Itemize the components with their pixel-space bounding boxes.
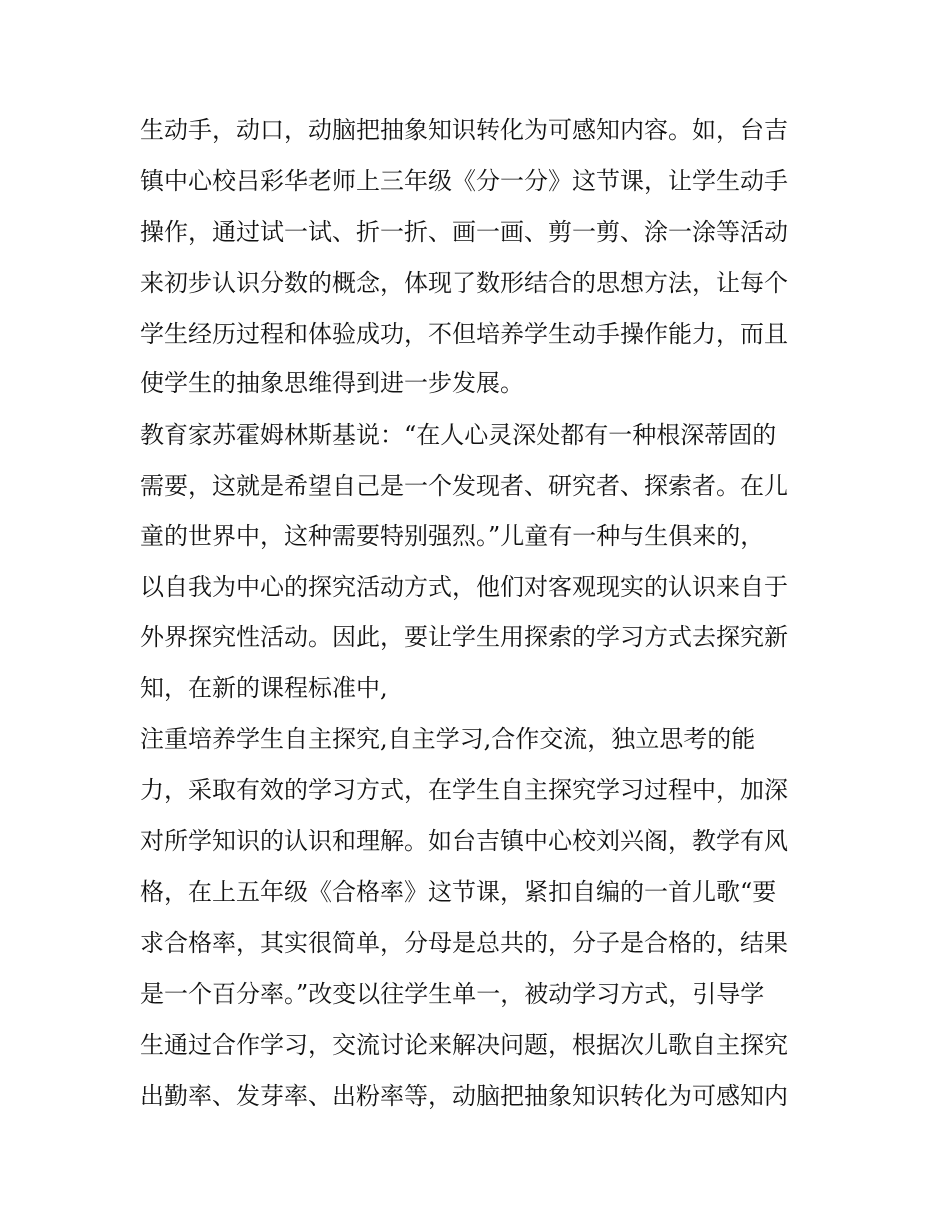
text-line: 童的世界中，这种需要特别强烈。”儿童有一种与生俱来的， — [140, 522, 765, 550]
text-line: 学生经历过程和体验成功，不但培养学生动手操作能力，而且 — [140, 320, 788, 348]
text-line: 注重培养学生自主探究,自主学习,合作交流，独立思考的能 — [140, 725, 756, 753]
text-line: 生动手，动口，动脑把抽象知识转化为可感知内容。如，台吉 — [140, 116, 788, 144]
text-line: 外界探究性活动。因此，要让学生用探索的学习方式去探究新 — [140, 623, 788, 651]
text-line: 使学生的抽象思维得到进一步发展。 — [140, 369, 524, 397]
text-line: 需要，这就是希望自己是一个发现者、研究者、探索者。在儿 — [140, 472, 788, 500]
text-line: 出勤率、发芽率、出粉率等，动脑把抽象知识转化为可感知内 — [140, 1082, 788, 1110]
text-line: 求合格率，其实很简单，分母是总共的，分子是合格的，结果 — [140, 929, 788, 957]
text-line: 以自我为中心的探究活动方式，他们对客观现实的认识来自于 — [140, 573, 788, 601]
text-line: 来初步认识分数的概念，体现了数形结合的思想方法，让每个 — [140, 269, 788, 297]
text-line: 是一个百分率。”改变以往学生单一，被动学习方式，引导学 — [140, 980, 765, 1008]
text-line: 对所学知识的认识和理解。如台吉镇中心校刘兴阁，教学有风 — [140, 827, 788, 855]
text-line: 教育家苏霍姆林斯基说：“在人心灵深处都有一种根深蒂固的 — [140, 421, 777, 449]
text-line: 力，采取有效的学习方式，在学生自主探究学习过程中，加深 — [140, 776, 788, 804]
text-line: 知，在新的课程标准中, — [140, 674, 388, 702]
text-line: 生通过合作学习，交流讨论来解决问题，根据次儿歌自主探究 — [140, 1031, 788, 1059]
text-line: 格，在上五年级《合格率》这节课，紧扣自编的一首儿歌“要 — [140, 878, 777, 906]
text-line: 操作，通过试一试、折一折、画一画、剪一剪、涂一涂等活动 — [140, 218, 788, 246]
text-line: 镇中心校吕彩华老师上三年级《分一分》这节课，让学生动手 — [140, 167, 788, 195]
